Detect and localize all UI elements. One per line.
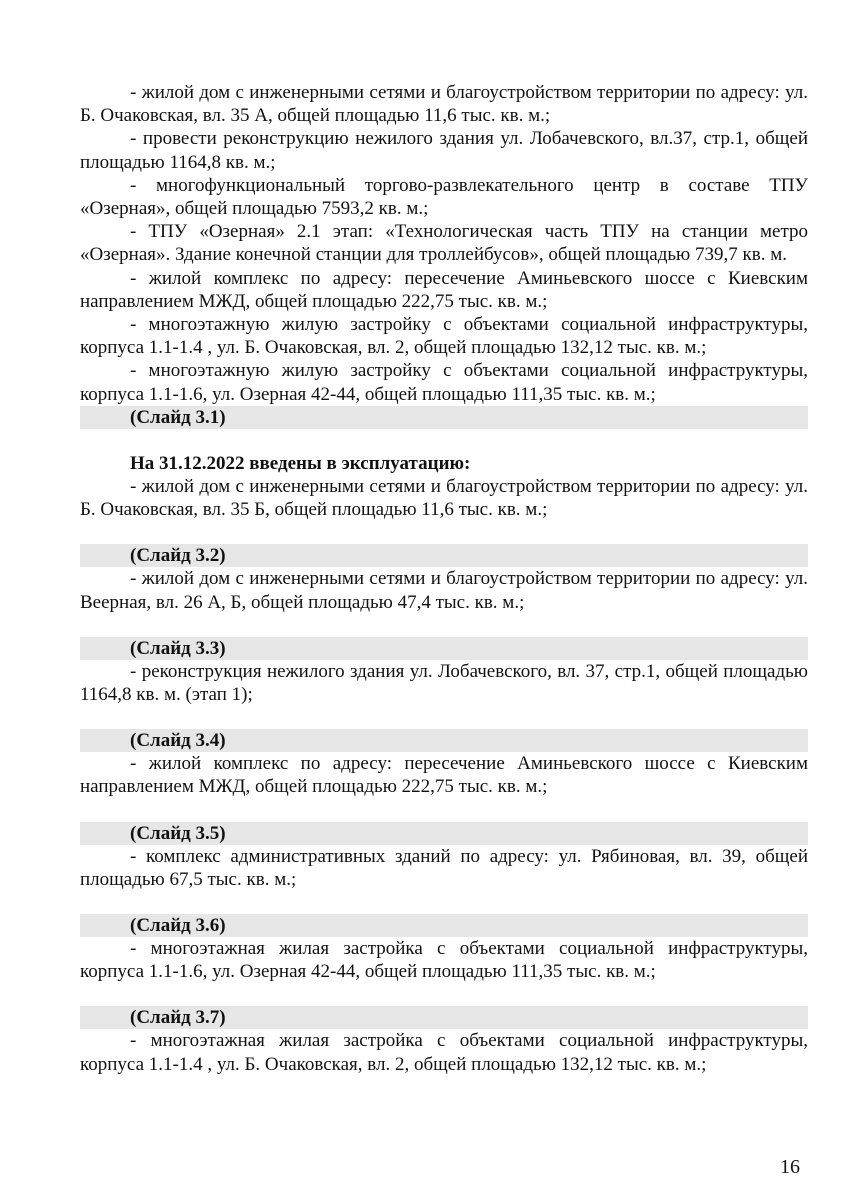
slide-label: (Слайд 3.6) <box>80 914 808 937</box>
slide-label: (Слайд 3.7) <box>80 1006 808 1029</box>
list-item: - жилой дом с инженерными сетями и благоустройством территории по адресу: ул. Б. Очаковская, вл. 35 Б, общей площадью 11,6 тыс. кв. м.; <box>80 476 808 521</box>
list-item: - реконструкция нежилого здания ул. Лобачевского, вл. 37, стр.1, общей площадью 1164,8 кв. м. (этап 1); <box>80 660 808 706</box>
list-item: - многофункциональный торгово-развлекательного центр в составе ТПУ «Озерная», общей площадью 7593,2 кв. м.; <box>80 174 808 220</box>
list-item: - жилой дом с инженерными сетями и благоустройством территории по адресу: ул. Б. Очаковская, вл. 35 А, общей площадью 11,6 тыс. кв. м.; <box>80 82 808 127</box>
list-item: - многоэтажная жилая застройка с объектами социальной инфраструктуры, корпуса 1.1-1.4 , ул. Б. Очаковская, вл. 2, общей площадью 132,12 тыс. кв. м.; <box>80 1030 808 1075</box>
document-body <box>80 81 808 1076</box>
list-item: - жилой комплекс по адресу: пересечение Аминьевского шоссе с Киевским направлением МЖД, общей площадью 222,75 тыс. кв. м.; <box>80 753 808 798</box>
slide-label: (Слайд 3.3) <box>80 637 808 660</box>
section-heading: На 31.12.2022 введены в эксплуатацию: <box>130 452 471 474</box>
list-item: - многоэтажную жилую застройку с объектами социальной инфраструктуры, корпуса 1.1-1.6, ул. Озерная 42-44, общей площадью 111,35 тыс. кв. м.; <box>80 360 808 405</box>
slide-label: (Слайд 3.4) <box>80 729 808 752</box>
list-item: - жилой комплекс по адресу: пересечение Аминьевского шоссе с Киевским направлением МЖД, общей площадью 222,75 тыс. кв. м.; <box>80 267 808 312</box>
list-item: - провести реконструкцию нежилого здания ул. Лобачевского, вл.37, стр.1, общей площадью 1164,8 кв. м.; <box>80 128 808 173</box>
slide-label: (Слайд 3.2) <box>80 544 808 567</box>
list-item: - ТПУ «Озерная» 2.1 этап: «Технологическая часть ТПУ на станции метро «Озерная». Здание конечной станции для троллейбусов», общей площадью 739,7 кв. м. <box>80 221 808 266</box>
slide-label: (Слайд 3.5) <box>80 822 808 845</box>
list-item: - многоэтажная жилая застройка с объектами социальной инфраструктуры, корпуса 1.1-1.6, ул. Озерная 42-44, общей площадью 111,35 тыс. кв. м.; <box>80 938 808 983</box>
page-number: 16 <box>780 1156 800 1178</box>
list-item: - комплекс административных зданий по адресу: ул. Рябиновая, вл. 39, общей площадью 67,5 тыс. кв. м.; <box>80 845 808 890</box>
slide-label: (Слайд 3.1) <box>80 406 808 429</box>
list-item: - многоэтажную жилую застройку с объектами социальной инфраструктуры, корпуса 1.1-1.4 , ул. Б. Очаковская, вл. 2, общей площадью 132,12 тыс. кв. м.; <box>80 314 808 359</box>
list-item: - жилой дом с инженерными сетями и благоустройством территории по адресу: ул. Веерная, вл. 26 А, Б, общей площадью 47,4 тыс. кв. м.; <box>80 568 808 613</box>
